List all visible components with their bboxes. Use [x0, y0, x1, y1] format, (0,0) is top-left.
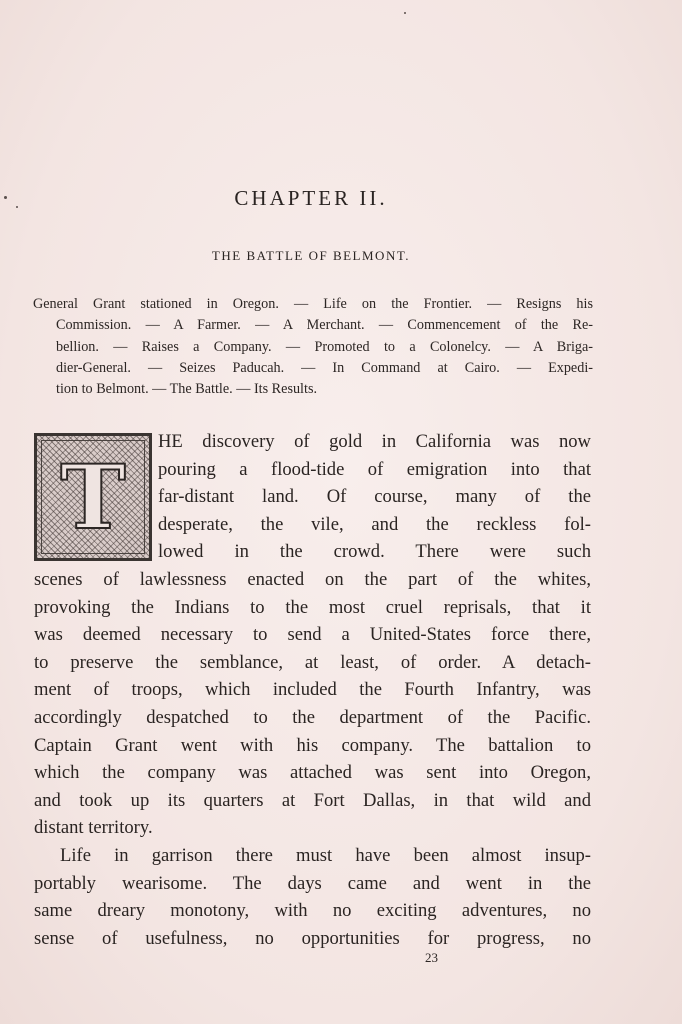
paragraph-1-continued — [34, 566, 591, 842]
synopsis-line: Commission. — A Farmer. — A Merchant. — Commencement of the Re- — [56, 317, 593, 334]
chapter-synopsis — [33, 294, 593, 400]
text-line: ment of troops, which included the Fourth Infantry, was — [34, 679, 591, 701]
text-line: and took up its quarters at Fort Dallas, in that wild and — [34, 789, 591, 811]
text-line: Captain Grant went with his company. The battalion to — [34, 734, 591, 756]
text-line: scenes of lawlessness enacted on the part of the whites, — [34, 569, 591, 590]
chapter-title: CHAPTER II. — [234, 186, 388, 210]
text-line: distant territory. — [34, 817, 153, 839]
text-line: HE discovery of gold in California was now — [158, 431, 591, 452]
paragraph-2 — [34, 842, 591, 952]
synopsis-line: dier-General. — Seizes Paducah. — In Command at Cairo. — Expedi- — [56, 359, 593, 376]
text-line: which the company was attached was sent into Oregon, — [34, 762, 591, 784]
text-line: was deemed necessary to send a United-States force there, — [34, 624, 591, 646]
paragraph-1-opening — [158, 428, 591, 566]
synopsis-line: bellion. — Raises a Company. — Promoted to a Colonelcy. — A Briga- — [56, 338, 593, 355]
ornamental-drop-cap — [34, 433, 152, 561]
synopsis-line: tion to Belmont. — The Battle. — Its Results. — [56, 381, 318, 398]
text-line: desperate, the vile, and the reckless fol- — [158, 513, 591, 535]
text-line: far-distant land. Of course, many of the — [158, 486, 591, 508]
text-line: pouring a flood-tide of emigration into that — [158, 458, 591, 480]
text-line: provoking the Indians to the most cruel reprisals, that it — [34, 596, 591, 618]
text-line: Life in garrison there must have been almost insup- — [60, 845, 591, 866]
text-line: portably wearisome. The days came and went in the — [34, 872, 591, 894]
text-line: accordingly despatched to the department of the Pacific. — [34, 706, 591, 728]
synopsis-line: General Grant stationed in Oregon. — Life on the Frontier. — Resigns his — [33, 296, 593, 312]
text-line: lowed in the crowd. There were such — [158, 541, 591, 563]
paper-speck — [404, 12, 406, 14]
text-line: to preserve the semblance, at least, of order. A detach- — [34, 651, 591, 673]
text-line: sense of usefulness, no opportunities for progress, no — [34, 927, 591, 949]
page-number: 23 — [425, 950, 438, 965]
text-line: same dreary monotony, with no exciting adventures, no — [34, 900, 591, 922]
drop-cap-letter: T — [60, 445, 126, 549]
chapter-subtitle: THE BATTLE OF BELMONT. — [211, 248, 411, 263]
drop-cap-frame — [41, 440, 145, 554]
